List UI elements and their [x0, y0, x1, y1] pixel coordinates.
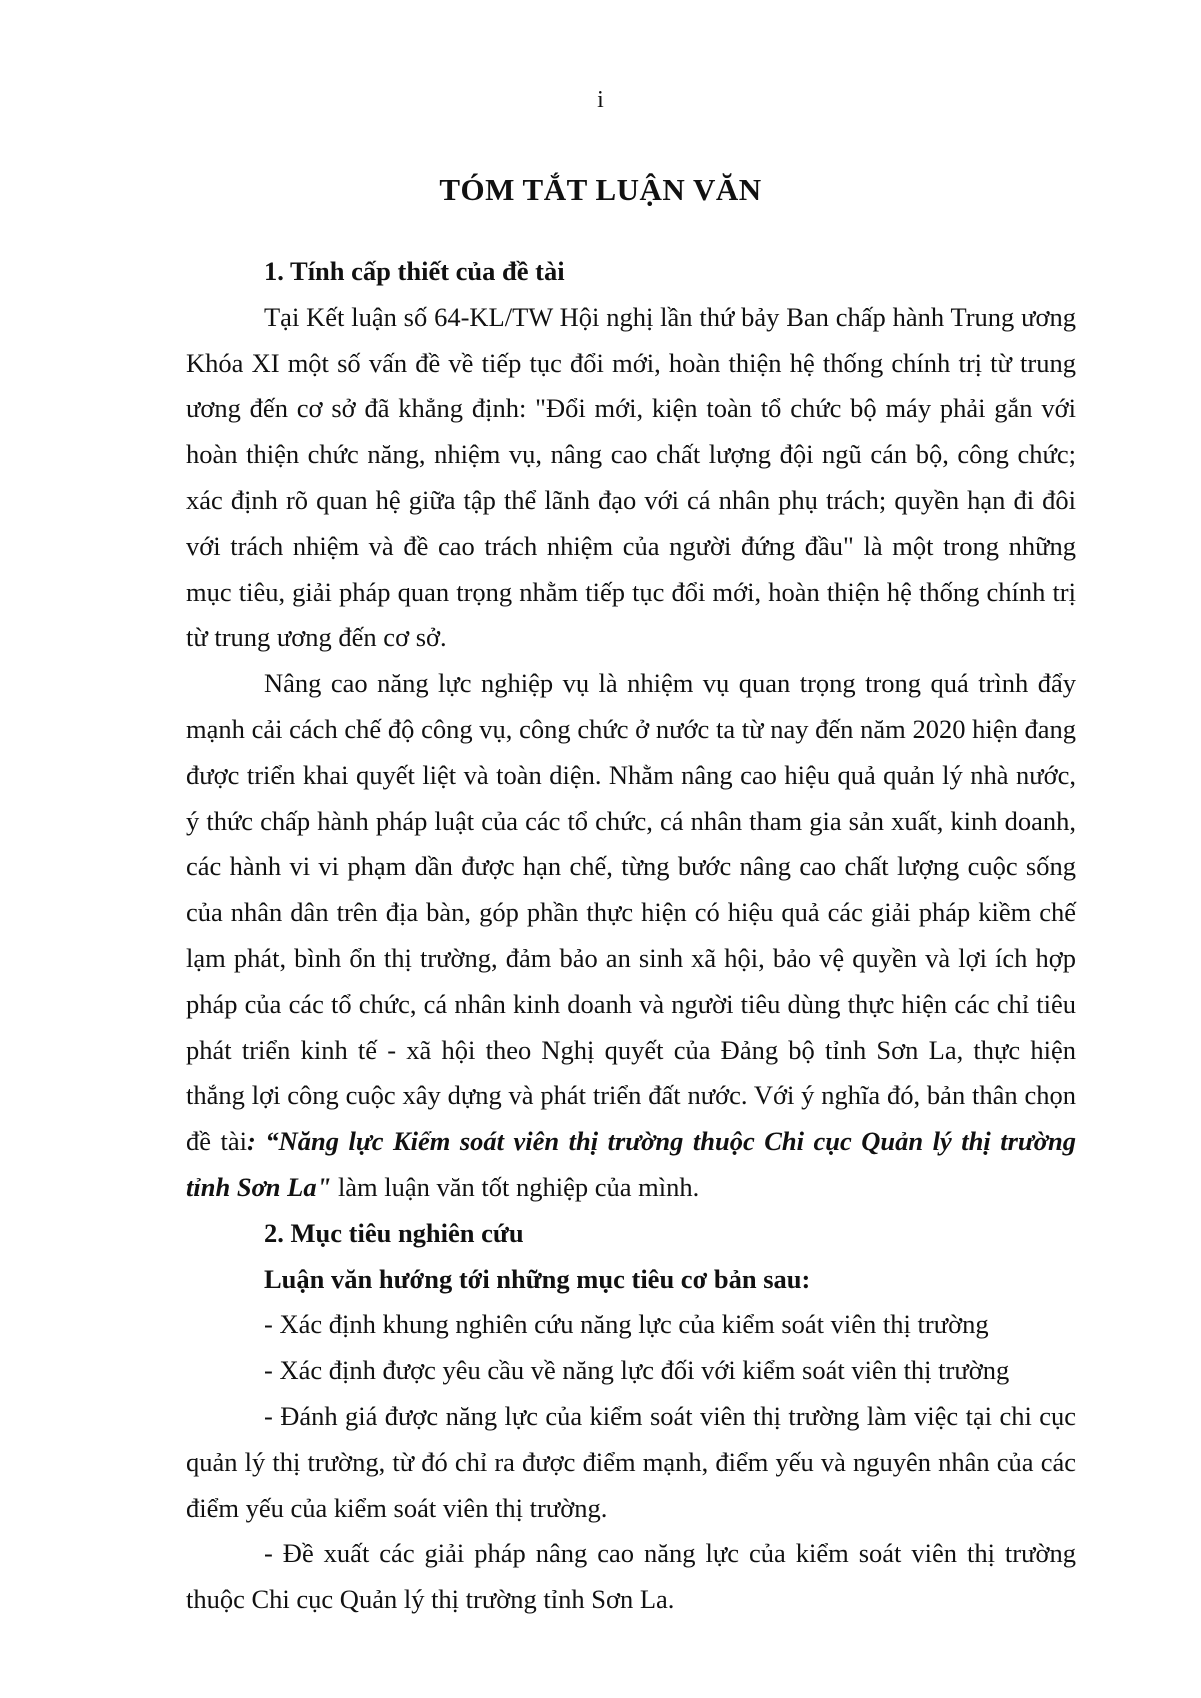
objective-item-4: - Đề xuất các giải pháp nâng cao năng lực của kiểm soát viên thị trường thuộc Chi cục Quản lý thị trường tỉnh Sơn La.: [186, 1538, 1076, 1615]
section-1-paragraph-1: Tại Kết luận số 64-KL/TW Hội nghị lần thứ bảy Ban chấp hành Trung ương Khóa XI một số vấn đề về tiếp tục đổi mới, hoàn thiện hệ thống chính trị từ trung ương đến cơ sở đã khẳng định: "Đổi mới, kiện toàn tổ chức bộ máy phải gắn với hoàn thiện chức năng, nhiệm vụ, nâng cao chất lượng đội ngũ cán bộ, công chức; xác định rõ quan hệ giữa tập thể lãnh đạo với cá nhân phụ trách; quyền hạn đi đôi với trách nhiệm và đề cao trách nhiệm của người đứng đầu" là một trong những mục tiêu, giải pháp quan trọng nhằm tiếp tục đổi mới, hoàn thiện hệ thống chính trị từ trung ương đến cơ sở.: [186, 301, 1076, 653]
paragraph-2-end: làm luận văn tốt nghiệp của mình.: [331, 1171, 700, 1202]
document-body: [186, 249, 1076, 1623]
section-2-subheading: Luận văn hướng tới những mục tiêu cơ bản sau:: [264, 1263, 811, 1294]
section-1-heading: 1. Tính cấp thiết của đề tài: [264, 256, 565, 286]
section-1-paragraph-2: [186, 661, 1076, 1211]
paragraph-2-text: Nâng cao năng lực nghiệp vụ là nhiệm vụ quan trọng trong quá trình đẩy mạnh cải cách chế độ công vụ, công chức ở nước ta từ nay đến năm 2020 hiện đang được triển khai quyết liệt và toàn diện. Nhằm nâng cao hiệu quả quản lý nhà nước, ý thức chấp hành pháp luật của các tổ chức, cá nhân tham gia sản xuất, kinh doanh, các hành vi vi phạm dần được hạn chế, từng bước nâng cao chất lượng cuộc sống của nhân dân trên địa bàn, góp phần thực hiện có hiệu quả các giải pháp kiềm chế lạm phát, bình ổn thị trường, đảm bảo an sinh xã hội, bảo vệ quyền và lợi ích hợp pháp của các tổ chức, cá nhân kinh doanh và người tiêu dùng thực hiện các chỉ tiêu phát triển kinh tế - xã hội theo Nghị quyết của Đảng bộ tỉnh Sơn La, thực hiện thắng lợi công cuộc xây dựng và phát triển đất nước. Với ý nghĩa đó, bản thân chọn đề tài: [186, 668, 1076, 1157]
objective-item-3: - Đánh giá được năng lực của kiểm soát viên thị trường làm việc tại chi cục quản lý thị trường, từ đó chỉ ra được điểm mạnh, điểm yếu và nguyên nhân của các điểm yếu của kiểm soát viên thị trường.: [186, 1400, 1076, 1523]
objective-item-1: - Xác định khung nghiên cứu năng lực của kiểm soát viên thị trường: [264, 1309, 989, 1340]
thesis-title: “Năng lực Kiểm soát viên thị trường thuộc Chi cục Quản lý thị trường tỉnh Sơn La": [186, 1126, 1076, 1202]
document-title: TÓM TẮT LUẬN VĂN: [439, 172, 762, 207]
paragraph-2-colon: :: [247, 1126, 256, 1157]
page-number: i: [597, 87, 604, 113]
objective-item-2: - Xác định được yêu cầu về năng lực đối với kiểm soát viên thị trường: [264, 1355, 1010, 1386]
section-2-heading: 2. Mục tiêu nghiên cứu: [264, 1217, 524, 1248]
